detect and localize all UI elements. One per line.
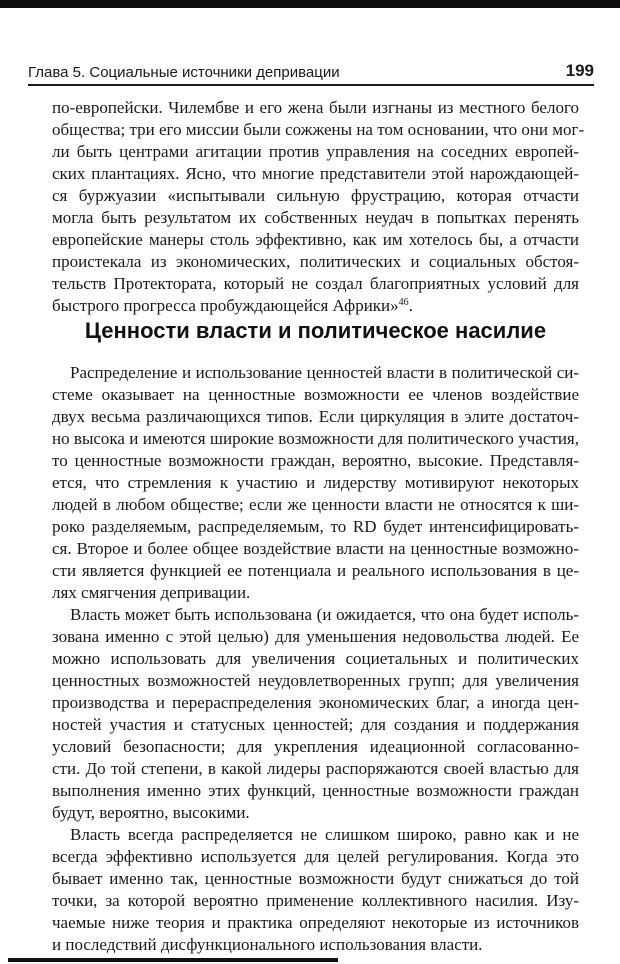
text-line: ностей участия и статусных ценностей; для создания и поддержания: [52, 715, 579, 734]
bottom-edge-rule: [8, 958, 338, 962]
text-line-content: быстрого прогресса пробуждающейся Африки»: [52, 296, 399, 315]
text-line: но высока и имеются широкие возможности для политического участия,: [52, 429, 579, 448]
text-line: Распределение и использование ценностей власти в политической си-: [70, 363, 579, 382]
text-line: выполнения именно этих функций, ценностные возможности граждан: [52, 781, 579, 800]
text-line: лях смягчения депривации.: [52, 583, 251, 602]
text-line: чаемые ниже теория и практика определяют некоторые из источников: [52, 913, 579, 932]
text-line-last: [52, 295, 579, 317]
running-header: [28, 58, 594, 86]
text-line: производства и перераспределения экономических благ, а иногда цен-: [52, 693, 579, 712]
footnote-reference[interactable]: 46: [398, 297, 409, 308]
text-line: двух весьма различающихся типов. Если циркуляция в элите достаточ-: [52, 407, 579, 426]
paragraph-2: [52, 362, 579, 604]
text-line: могла быть результатом их собственных неудач в попытках перенять: [52, 208, 579, 227]
sentence-end-punctuation: .: [408, 296, 413, 315]
text-line: тельств Протектората, который не создал благоприятных условий для: [52, 274, 579, 293]
text-line: Власть всегда распределяется не слишком широко, равно как и не: [70, 825, 579, 844]
text-line: стеме оказывает на ценностные возможности ее членов воздействие: [52, 385, 579, 404]
text-line: общества; три его миссии были сожжены на том основании, что они мог-: [52, 120, 585, 139]
top-edge-rule: [0, 0, 620, 8]
text-line: точки, за которой вероятно применение коллективного насилия. Изу-: [52, 891, 579, 910]
text-line: Власть может быть использована (и ожидается, что она будет исполь-: [70, 605, 579, 624]
text-line: зована именно с этой целью) для уменьшения недовольства людей. Ее: [52, 627, 579, 646]
paragraph-1: [52, 97, 585, 317]
text-line: ценностных возможностей неудовлетворенных групп; для увеличения: [52, 671, 579, 690]
text-line: ся буржуазии «испытывали сильную фрустрацию, которая отчасти: [52, 186, 579, 205]
text-line: ли быть центрами агитации против управления на соседних европей-: [52, 142, 579, 161]
text-line: ских плантациях. Ясно, что многие представители этой нарождающей-: [52, 164, 579, 183]
text-line: то ценностные возможности граждан, вероятно, высокие. Представля-: [52, 451, 579, 470]
text-line: по-европейски. Чилембве и его жена были изгнаны из местного белого: [52, 98, 579, 117]
text-line: ется, что стремления к участию и лидерству мотивируют некоторых: [52, 473, 579, 492]
text-line: сти. До той степени, в какой лидеры распоряжаются своей властью для: [52, 759, 579, 778]
section-heading: Ценности власти и политическое насилие: [84, 318, 547, 343]
text-line: будут, вероятно, высокими.: [52, 803, 250, 822]
text-line: европейские манеры столь эффективно, как им хотелось бы, а отчасти: [52, 230, 579, 249]
paragraph-3: [52, 604, 579, 824]
text-line: условий безопасности; для укрепления идеационной согласованно-: [52, 737, 579, 756]
chapter-title: Глава 5. Социальные источники депривации: [28, 64, 340, 81]
text-line: сти является функцией ее потенциала и реального использования в це-: [52, 561, 579, 580]
text-line: всегда эффективно используется для целей регулирования. Когда это: [52, 847, 579, 866]
text-line: и последствий дисфункционального использования власти.: [52, 935, 483, 954]
text-line: можно использовать для увеличения социетальных и политических: [52, 649, 579, 668]
page-number: 199: [565, 61, 594, 80]
text-line: проистекала из экономических, политических и социальных обстоя-: [52, 252, 579, 271]
text-line: бывает именно так, ценностные возможности будут снижаться до той: [52, 869, 579, 888]
paragraph-4: [52, 824, 579, 956]
text-line: людей в любом обществе; если же ценности власти не относятся к ши-: [52, 495, 579, 514]
text-line: ся. Второе и более общее воздействие власти на ценностные возможно-: [52, 539, 579, 558]
text-line: роко разделяемым, распределяемым, то RD будет интенсифицировать-: [52, 517, 579, 536]
